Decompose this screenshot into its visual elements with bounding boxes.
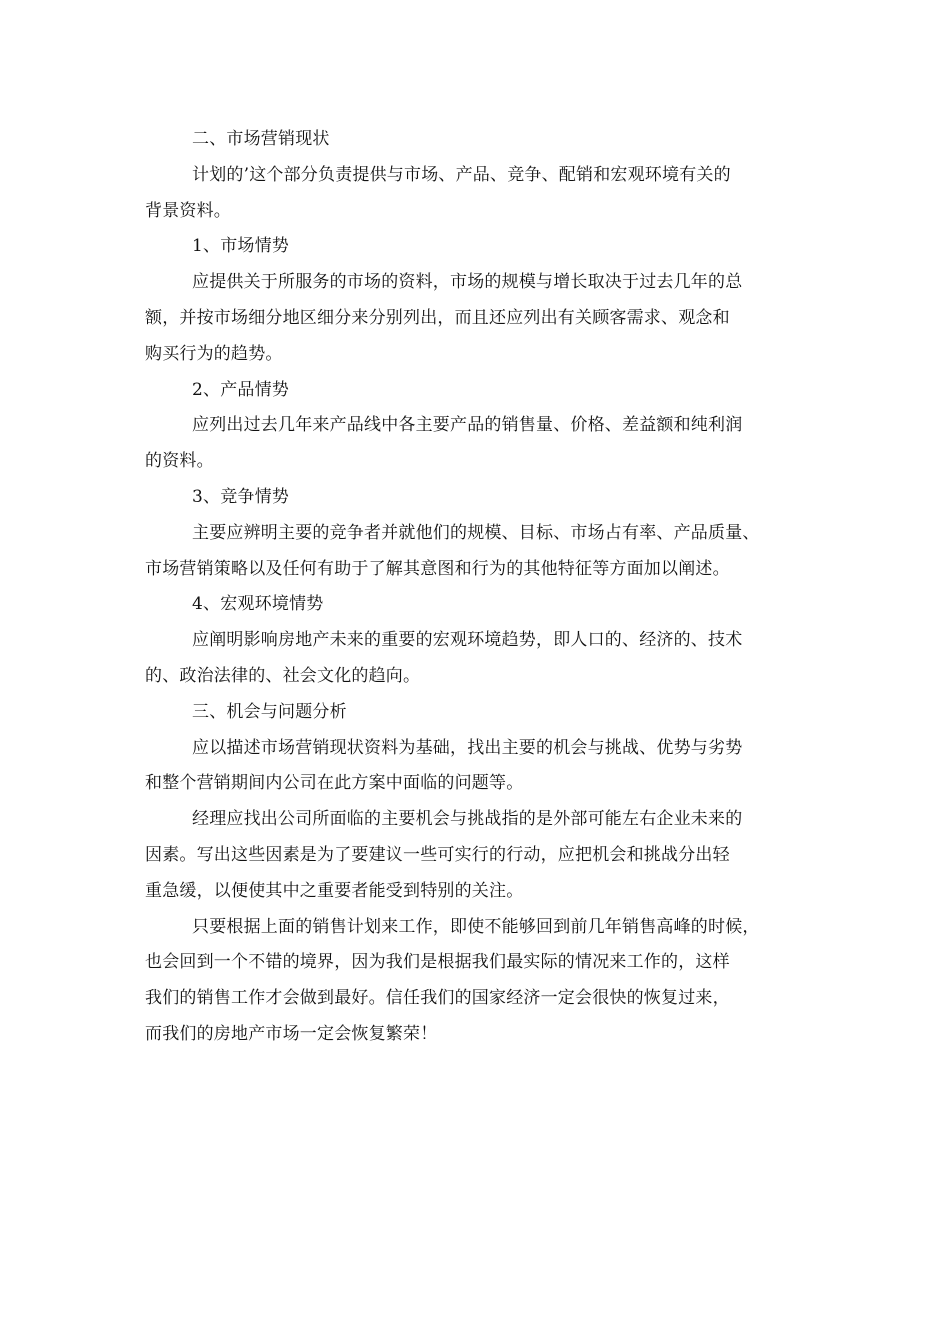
text-line: 应列出过去几年来产品线中各主要产品的销售量、价格、差益额和纯利润: [192, 415, 743, 436]
text-line: 额，并按市场细分地区细分来分别列出，而且还应列出有关顾客需求、观念和: [145, 307, 730, 328]
text-line: 也会回到一个不错的境界，因为我们是根据我们最实际的情况来工作的，这样: [145, 952, 730, 973]
text-line: 三、机会与问题分析: [192, 701, 347, 722]
text-line: 经理应找出公司所面临的主要机会与挑战指的是外部可能左右企业未来的: [192, 809, 743, 830]
text-line: 二、市场营销现状: [192, 129, 330, 149]
text-line: 我们的销售工作才会做到最好。信任我们的国家经济一定会很快的恢复过来，: [145, 988, 730, 1009]
text-line: 计划的’这个部分负责提供与市场、产品、竞争、配销和宏观环境有关的: [192, 164, 731, 185]
text-line: 和整个营销期间内公司在此方案中面临的问题等。: [145, 773, 524, 794]
text-line: 2、产品情势: [192, 379, 290, 400]
text-line: 3、竞争情势: [192, 486, 290, 507]
text-line: 而我们的房地产市场一定会恢复繁荣！: [145, 1023, 438, 1044]
document-body: [145, 122, 825, 1053]
text-line: 重急缓，以便使其中之重要者能受到特别的关注。: [145, 880, 524, 901]
text-line: 购买行为的趋势。: [145, 343, 283, 364]
text-line: 应阐明影响房地产未来的重要的宏观环境趋势，即人口的、经济的、技术: [192, 630, 743, 651]
text-line: 背景资料。: [145, 200, 231, 221]
text-line: 因素。写出这些因素是为了要建议一些可实行的行动，应把机会和挑战分出轻: [145, 844, 730, 865]
text-line: 的资料。: [145, 451, 214, 472]
text-line: 只要根据上面的销售计划来工作，即使不能够回到前几年销售高峰的时候，: [192, 916, 760, 937]
text-line: 应以描述市场营销现状资料为基础，找出主要的机会与挑战、优势与劣势: [192, 737, 743, 758]
text-line: 主要应辨明主要的竞争者并就他们的规模、目标、市场占有率、产品质量、: [192, 522, 760, 543]
text-line: 4、宏观环境情势: [192, 594, 324, 615]
text-line: 1、市场情势: [192, 236, 290, 257]
text-line: 应提供关于所服务的市场的资料，市场的规模与增长取决于过去几年的总: [192, 272, 743, 293]
text-line: 的、政治法律的、社会文化的趋向。: [145, 665, 421, 686]
text-line: 市场营销策略以及任何有助于了解其意图和行为的其他特征等方面加以阐述。: [145, 558, 730, 579]
